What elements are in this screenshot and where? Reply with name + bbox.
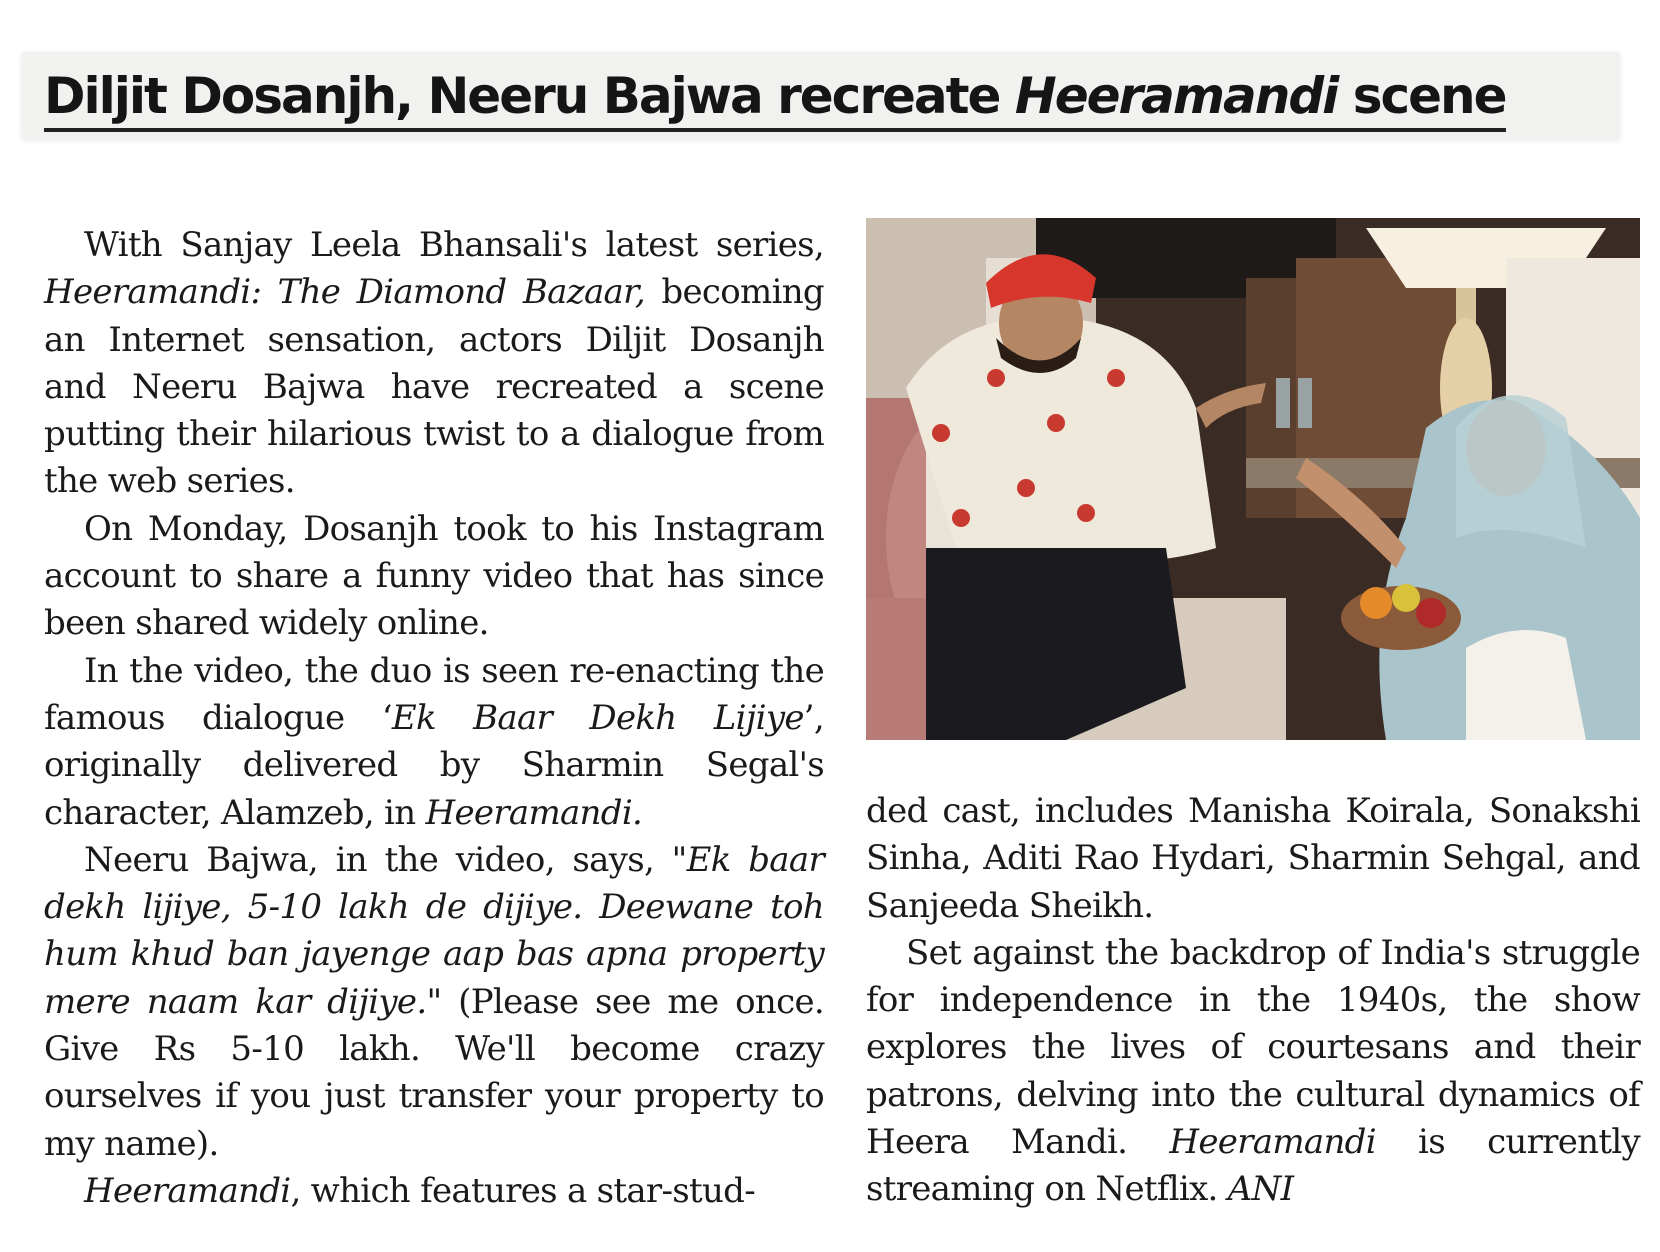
article-photo	[866, 218, 1640, 740]
byline: ANI	[1227, 1169, 1294, 1210]
series-title: Heeramandi	[84, 1170, 291, 1211]
paragraph-1	[44, 222, 824, 506]
article-column-left	[44, 222, 824, 1215]
series-title: Heeramandi.	[425, 792, 643, 833]
headline-text-end: scene	[1337, 67, 1506, 125]
series-title: Heeramandi	[1169, 1122, 1376, 1163]
paragraph-4	[44, 837, 824, 1168]
text: ’, originally delivered by Sharmin Segal's character, Alamzeb, in	[44, 697, 824, 833]
headline-text: Diljit Dosanjh, Neeru Bajwa recreate	[44, 67, 1015, 125]
dialogue-title: Ek Baar Dekh Lijiye	[391, 697, 804, 738]
text: is currently streaming on Netflix.	[866, 1122, 1640, 1210]
text: In the video, the duo is seen re-enacting the famous dialogue ‘	[44, 650, 824, 738]
text: becoming an Internet sensation, actors Diljit Dosanjh and Neeru Bajwa have recreated a scene putting their hilarious twist to a dialogue from the web series.	[44, 272, 825, 502]
text: Neeru Bajwa, in the video, says, "	[84, 839, 687, 880]
headline	[44, 66, 1506, 132]
text: With Sanjay Leela Bhansali's latest series,	[84, 225, 824, 265]
text: Set against the backdrop of India's struggle for independence in the 1940s, the show explores the lives of courtesans and their patrons, delving into the cultural dynamics of Heera Mandi.	[866, 932, 1640, 1163]
article-column-right	[866, 788, 1640, 1214]
text: (Please see me once. Give Rs 5-10 lakh. We'll become crazy ourselves if you just transfer your property to my name).	[44, 981, 824, 1164]
paragraph-2: On Monday, Dosanjh took to his Instagram account to share a funny video that has since been shared widely online.	[44, 508, 824, 644]
text: , which features a star-stud-	[290, 1170, 756, 1211]
series-title: Heeramandi: The Diamond Bazaar,	[44, 272, 646, 313]
headline-italic: Heeramandi	[1014, 67, 1338, 125]
paragraph-5-end: ded cast, includes Manisha Koirala, Sonakshi Sinha, Aditi Rao Hydari, Sharmin Sehgal, and Sanjeeda Sheikh.	[866, 791, 1640, 926]
paragraph-5-start	[44, 1168, 824, 1215]
photo-of-actors-icon	[866, 218, 1640, 740]
paragraph-3	[44, 648, 824, 837]
dialogue-quote: Ek baar dekh lijiye, 5-10 lakh de dijiye. Deewane toh hum khud ban jayenge aap bas apna property mere naam kar dijiye."	[44, 839, 825, 1022]
paragraph-6	[866, 930, 1640, 1214]
